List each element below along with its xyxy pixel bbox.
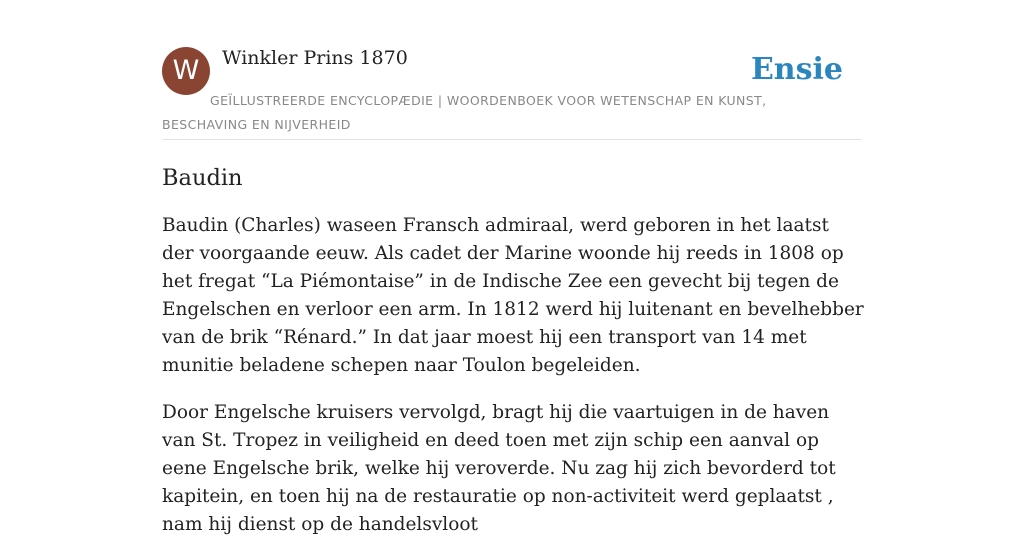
article bbox=[162, 160, 864, 539]
ensie-logo[interactable]: Ensie bbox=[750, 52, 843, 87]
article-paragraph: Baudin (Charles) waseen Fransch admiraal, werd geboren in het laatst der voorgaande eeuw. Als cadet der Marine woonde hij reeds in 1808 op het fregat “La Piémontaise” in de Indische Zee een gevecht bij tegen de Engelschen en verloor een arm. In 1812 werd hij luitenant en bevelhebber van de brik “Rénard.” In dat jaar moest hij een transport van 14 met munitie beladene schepen naar Toulon begeleiden. bbox=[162, 215, 864, 376]
source-subtitle: GEÏLLUSTREERDE ENCYCLOPÆDIE | WOORDENBOEK VOOR WETENSCHAP EN KUNST, BESCHAVING EN NIJVERHEID bbox=[162, 93, 767, 132]
page-header bbox=[162, 46, 862, 140]
source-title[interactable]: Winkler Prins 1870 bbox=[222, 47, 408, 69]
article-title: Baudin bbox=[162, 165, 243, 191]
article-paragraph: Door Engelsche kruisers vervolgd, bragt hij die vaartuigen in de haven van St. Tropez in veiligheid en deed toen met zijn schip een aanval op eene Engelsche brik, welke hij veroverde. Nu zag hij zich bevorderd tot kapitein, en toen hij na de restauratie op non-activiteit werd geplaatst , nam hij dienst op de handelsvloot bbox=[162, 402, 836, 535]
source-avatar[interactable]: W bbox=[162, 47, 210, 95]
